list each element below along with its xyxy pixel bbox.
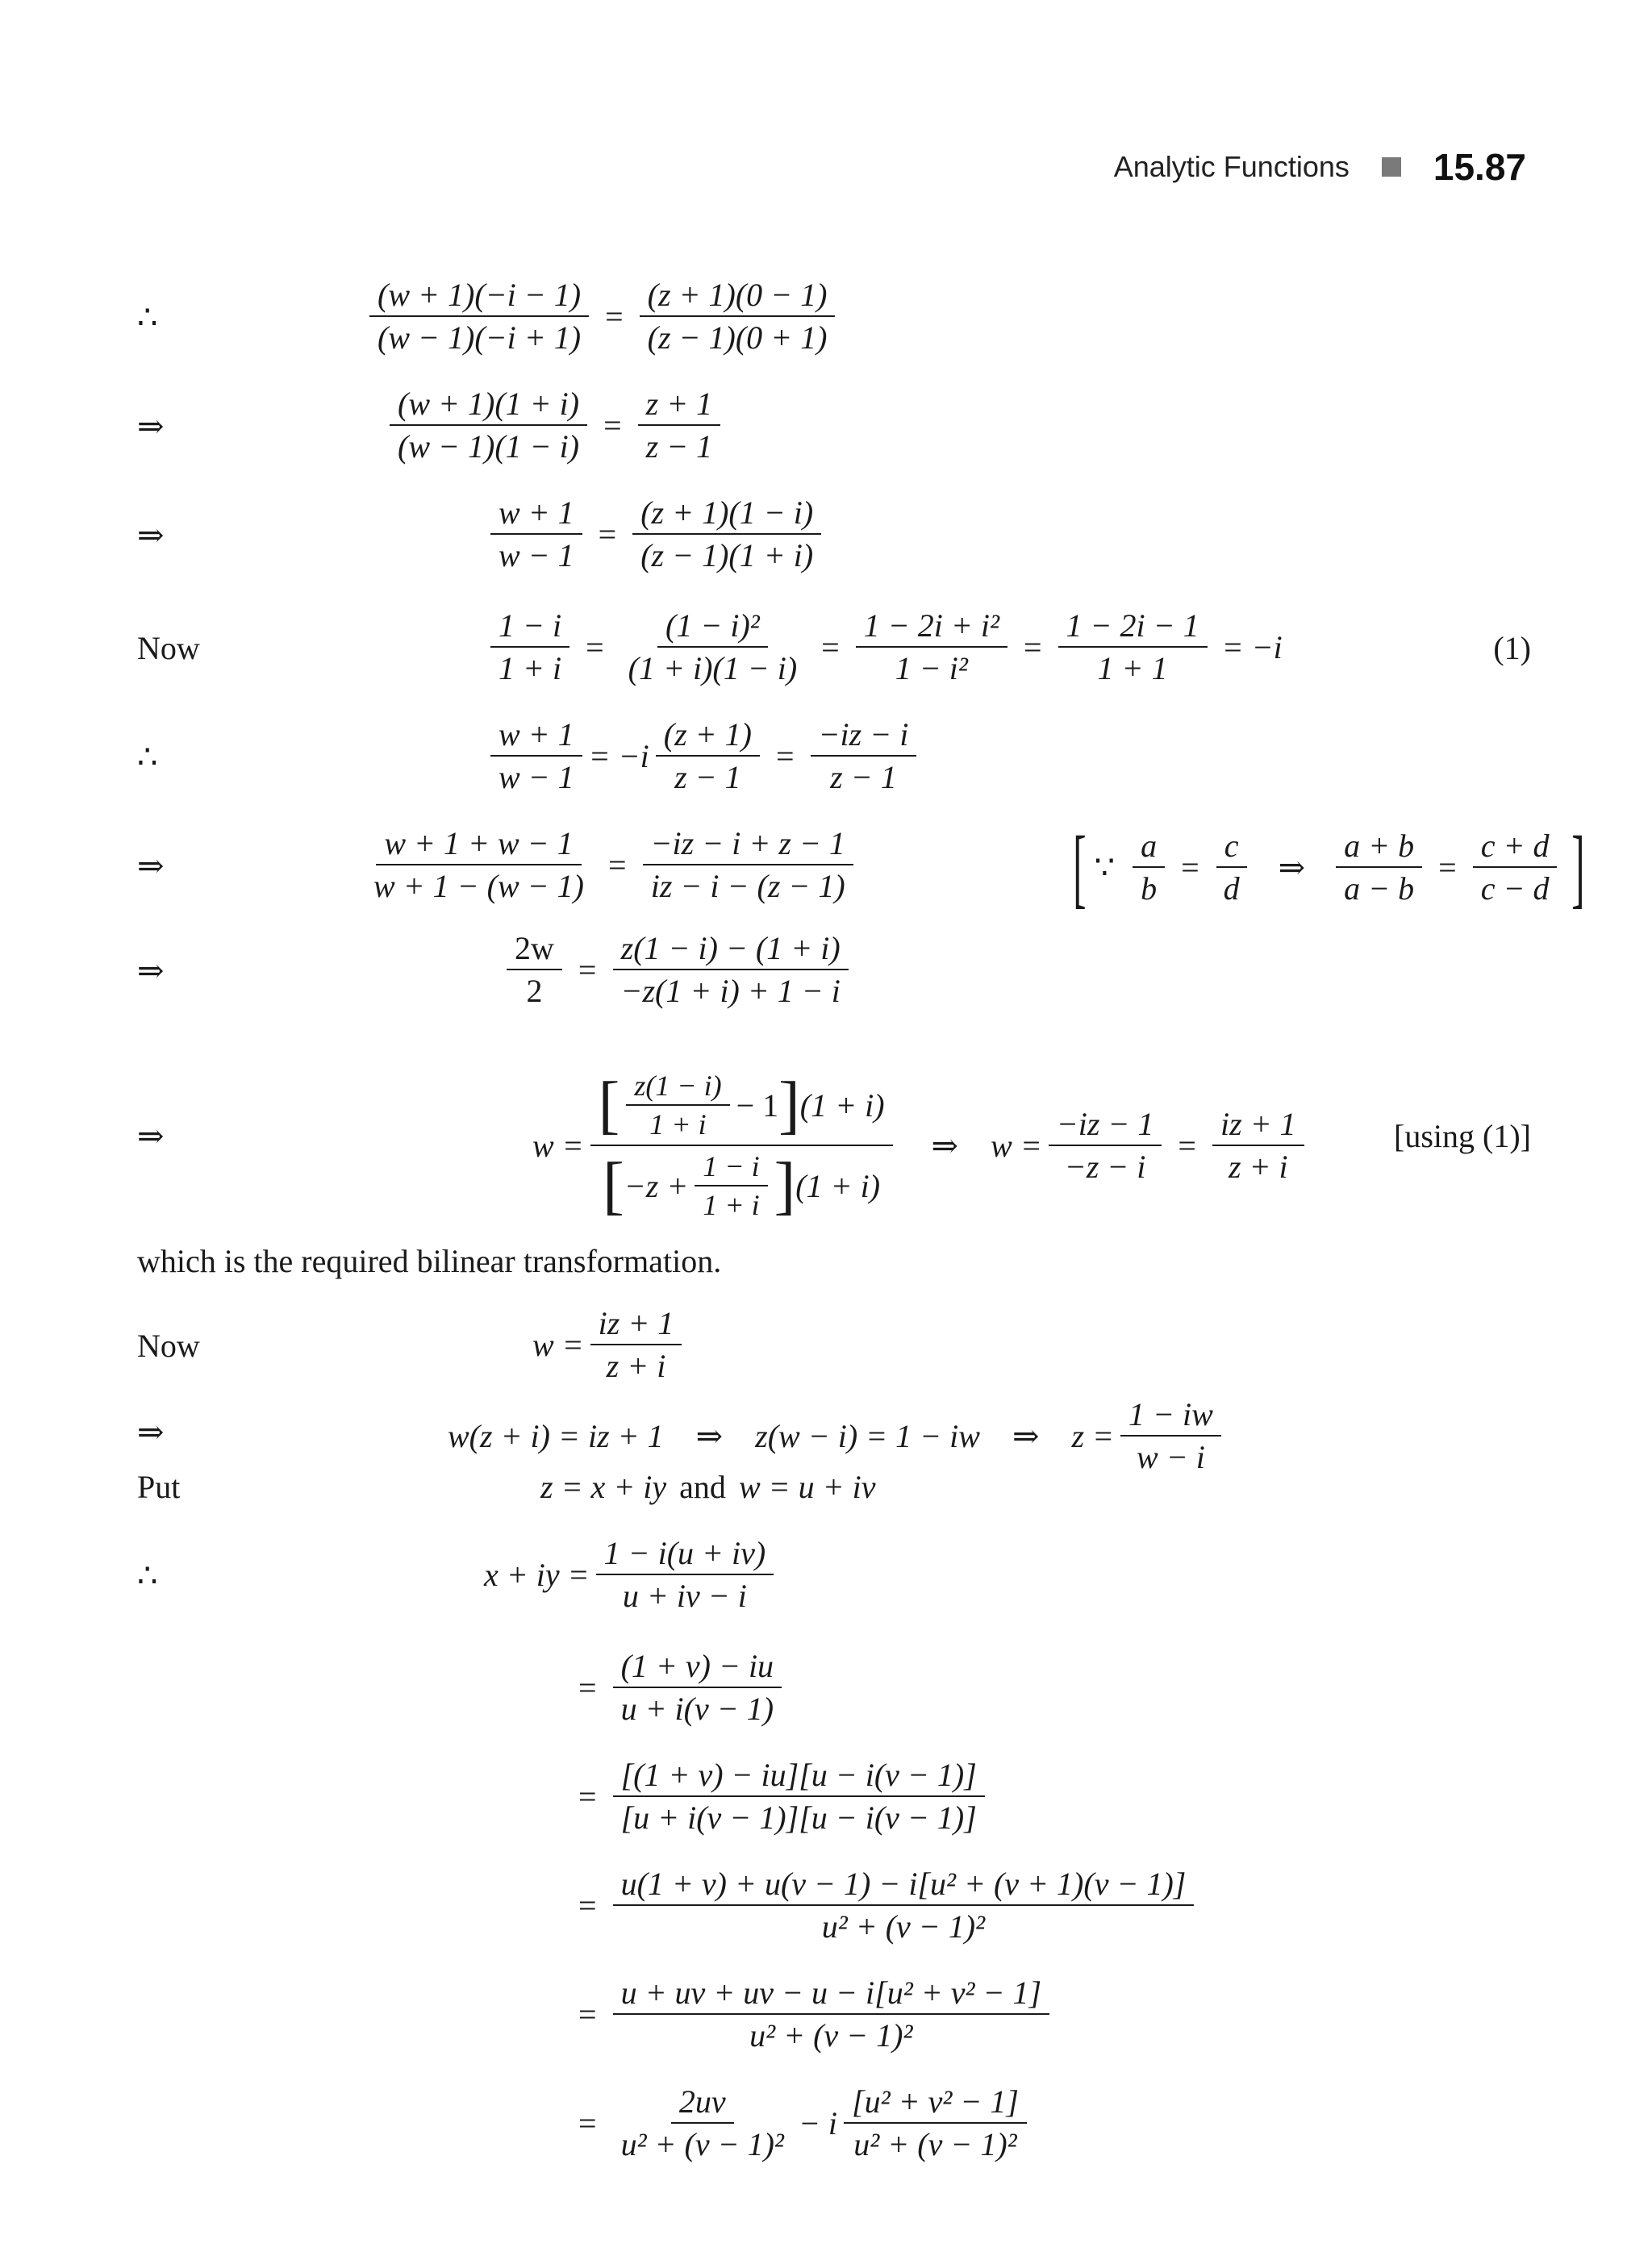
equation-step: = $\frac{[(1 + v) - iu][u - i(v - 1)]}{[u + i(v - 1)][u - i(v - 1)]}$ bbox=[569, 1754, 991, 1838]
equation-row bbox=[137, 1468, 1531, 1516]
equation-number: (1) bbox=[1493, 630, 1531, 666]
fraction: $\frac{(z + 1)(0 - 1)}{(z - 1)(0 + 1)}$ bbox=[640, 274, 836, 358]
equation-step: = $\frac{\text{u(1 + v) + u(v − 1) − i[u² + (v + 1)(v − 1)]}}{\text{u² + (v − 1)²}}$ bbox=[569, 1863, 1200, 1947]
equation-row-1 bbox=[137, 605, 1531, 694]
equation-row bbox=[137, 383, 1531, 472]
therefore-symbol: ∴ bbox=[137, 1558, 158, 1594]
since-note: [ ∵ $\frac{a}{b}$ = $\frac{c}{d}$ ⇒ $\frac{a + b}{a - b}$ = $\frac{c + d}{c - d}$ ] bbox=[1073, 818, 1586, 916]
equation-row bbox=[137, 1532, 1531, 1621]
equation-row bbox=[137, 274, 1531, 363]
using-note: [using (1)] bbox=[1394, 1118, 1531, 1154]
implies-symbol: ⇒ bbox=[137, 408, 165, 444]
therefore-symbol: ∴ bbox=[137, 299, 158, 336]
implies-symbol: ⇒ bbox=[137, 1414, 165, 1450]
equation-row bbox=[137, 928, 1531, 1016]
compound-fraction: [ $\frac{z(1 - i)}{1 + i}$ − 1 ] (1 + i) [ −z + $\frac{1 - i}{1 + i}$ ] (1 + i) bbox=[590, 1065, 893, 1225]
equation: w = $\frac{iz + 1}{z + i}$ bbox=[532, 1303, 688, 1387]
fraction: $\frac{(z + 1)(1 - i)}{(z - 1)(1 + i)}$ bbox=[632, 492, 821, 576]
fraction: $\frac{z + 1}{z - 1}$ bbox=[638, 383, 721, 467]
equation-step: = $\frac{2uv}{\text{u² + (v − 1)²}}$ − i $\frac{\text{[u² + v² − 1]}}{\text{u² + (v − 1)²}}$ bbox=[569, 2081, 1033, 2165]
equation-row bbox=[137, 1049, 1531, 1242]
equation: $\frac{(w + 1)(-i - 1)}{(w - 1)(-i + 1)}$ = $\frac{(z + 1)(0 - 1)}{(z - 1)(0 + 1)}$ bbox=[363, 274, 841, 358]
equation-step: = $\frac{(1 + v) - iu}{u + i(v - 1)}$ bbox=[569, 1645, 788, 1729]
equation-step: = $\frac{\text{u + uv + uv − u − i[u² + v² − 1]}}{\text{u² + (v − 1)²}}$ bbox=[569, 1972, 1056, 2056]
page-number: 15.87 bbox=[1433, 146, 1526, 188]
equation: z = x + iy and w = u + iv bbox=[540, 1469, 876, 1505]
equation: w = [ $\frac{z(1 - i)}{1 + i}$ − 1 ] (1 + i) [ −z + $\frac{1 - i}{1 + i}$ ] (1 + i) ⇒ w = $\frac{-iz - 1}{-z - i}$ = $\frac{iz + 1}{z + i}$ bbox=[532, 1049, 1311, 1242]
fraction: $\frac{(w + 1)(-i - 1)}{(w - 1)(-i + 1)}$ bbox=[369, 274, 589, 358]
now-label: Now bbox=[137, 630, 200, 666]
running-title: Analytic Functions bbox=[1113, 150, 1350, 183]
fraction: $\frac{(w + 1)(1 + i)}{(w - 1)(1 - i)}$ bbox=[390, 383, 587, 467]
equation-row bbox=[137, 818, 1586, 916]
therefore-symbol: ∴ bbox=[137, 739, 158, 775]
equation: $\frac{1 - i}{1 + i}$ = $\frac{\text{(1 − i)²}}{(1 + i)(1 - i)}$ = $\frac{\text{1 − 2i + i²}}{\text{1 − i²}}$ = $\frac{1 - 2i - 1}{1 + 1}$ = −i bbox=[484, 605, 1283, 689]
put-label: Put bbox=[137, 1469, 181, 1505]
equation: $\frac{w + 1}{w - 1}$ = −i $\frac{(z + 1)}{z - 1}$ = $\frac{-iz - i}{z - 1}$ bbox=[484, 714, 923, 798]
implies-symbol: ⇒ bbox=[137, 1118, 165, 1154]
implies-symbol: ⇒ bbox=[137, 848, 165, 884]
fraction: $\frac{w + 1}{w - 1}$ bbox=[490, 492, 582, 576]
equation-row bbox=[137, 714, 1531, 803]
square-icon bbox=[1382, 157, 1401, 177]
equation: w(z + i) = iz + 1 ⇒ z(w − i) = 1 − iw ⇒ z = $\frac{1 - iw}{w - i}$ bbox=[448, 1395, 1228, 1476]
equation: $\frac{w + 1 + w - 1}{w + 1 - (w - 1)}$ = $\frac{-iz - i + z - 1}{iz - i - (z - 1)}$ bbox=[359, 823, 860, 907]
body-text: which is the required bilinear transformation. bbox=[137, 1243, 722, 1279]
implies-symbol: ⇒ bbox=[137, 953, 165, 989]
equation: $\frac{w + 1}{w - 1}$ = $\frac{(z + 1)(1 - i)}{(z - 1)(1 + i)}$ bbox=[484, 492, 828, 576]
equation: $\frac{(w + 1)(1 + i)}{(w - 1)(1 - i)}$ = $\frac{z + 1}{z - 1}$ bbox=[383, 383, 727, 467]
page-header bbox=[1114, 145, 1526, 189]
equation: x + iy = $\frac{1 - i(u + iv)}{u + iv - i}$ bbox=[484, 1532, 780, 1616]
equation-row bbox=[137, 1303, 1531, 1391]
equation-row bbox=[137, 492, 1531, 581]
now-label: Now bbox=[137, 1328, 200, 1364]
implies-symbol: ⇒ bbox=[137, 517, 165, 553]
equation: $\frac{2w}{2}$ = $\frac{z(1 - i) - (1 + i)}{-z(1 + i) + 1 - i}$ bbox=[500, 928, 855, 1011]
